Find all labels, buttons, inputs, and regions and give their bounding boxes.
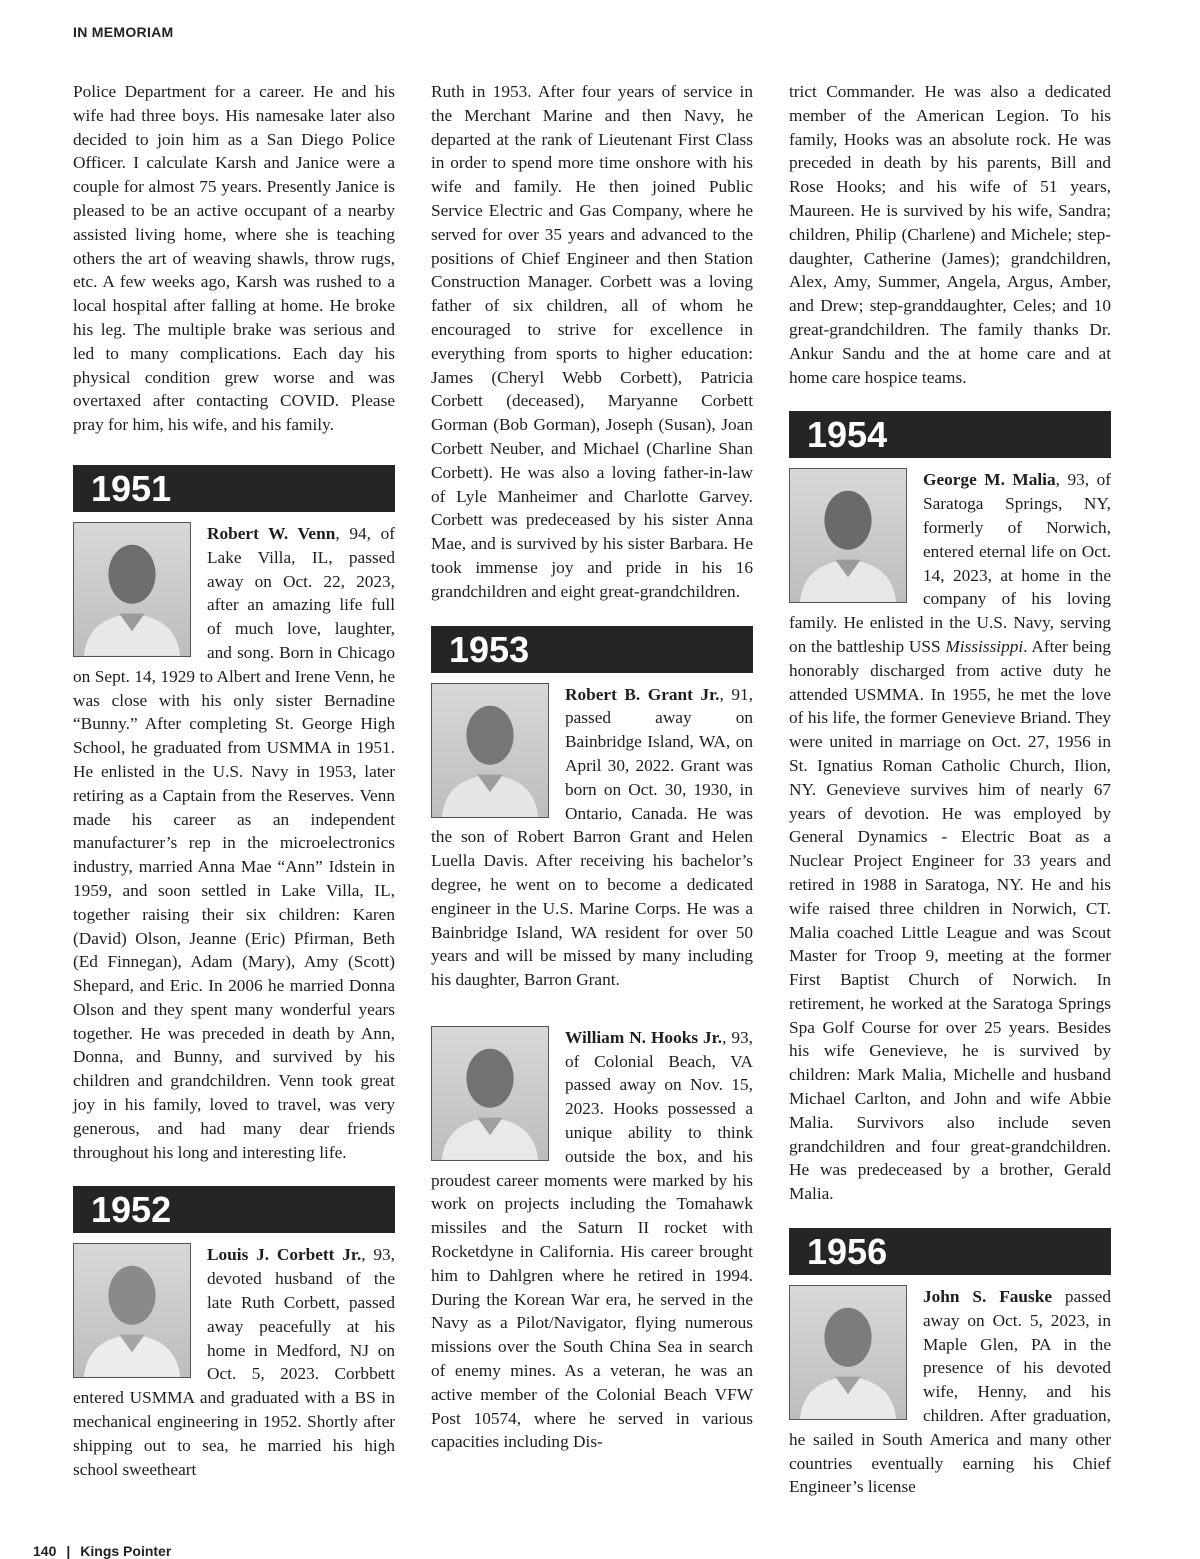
deceased-name: Louis J. Corbett Jr. [207,1245,362,1265]
portrait-photo [431,683,549,818]
year-banner-1952: 1952 [73,1186,395,1233]
portrait-figure-icon [74,1244,190,1377]
obituary-text-cont: . After being honorably discharged from active duty he attended USMMA. In 1955, he met the love of his life, the former Genevieve Briand. They were united in marriage on Oct. 27, 1956 in St. Ignatius Roman Catholic Church, Ilion, NY. Genevieve survives him of nearly 67 years of devotion. He was employed by General Dynamics - Electric Boat as a Nuclear Project Engineer for 33 years and retired in 1988 in Saratoga, NY. He and his wife raised three children in Norwich, CT. Malia coached Little League and was Scout Master for Troop 9, meeting at the former First Baptist Church of Norwich. In retirement, he worked at the Saratoga Springs Spa Golf Course for over 25 years. Besides his wife Genevieve, he is survived by children: Mark Malia, Michelle and husband Michael Carlton, and John and wife Abbie Malia. Survivors also include seven grandchildren and four great-grandchildren. He was predeceased by a brother, Gerald Malia. [789,636,1111,1204]
portrait-photo [789,1285,907,1420]
obituary-text: , 91, passed away on Bainbridge Island, WA, on April 30, 2022. Grant was born on Oct. 30, 1930, in Ontario, Canada. He was the son of Robert Barron Grant and Helen Luella Davis. After receiving his bachelor’s degree, he went on to become a dedicated engineer in the U.S. Marine Corps. He was a Bainbridge Island, WA resident for over 50 years and will be missed by many including his daughter, Barron Grant. [431,684,753,990]
continued-text: Police Department for a career. He and his wife had three boys. His namesake later also decided to join him as a San Diego Police Officer. I calculate Karsh and Janice were a couple for almost 75 years. Presently Janice is pleased to be an active occupant of a nearby assisted living home, where she is teaching others the art of weaving shawls, throw rugs, etc. A few weeks ago, Karsh was rushed to a local hospital after falling at home. He broke his leg. The multiple brake was serious and led to many complications. Each day his physical condition grew worse and was overtaxed after contacting COVID. Please pray for him, his wife, and his family. [73,82,395,435]
year-banner-1956: 1956 [789,1228,1111,1275]
portrait-photo [73,522,191,657]
page-number: 140 [33,1543,57,1559]
column-1 [73,80,395,1481]
obituary-malia [789,468,1111,1206]
deceased-name: John S. Fauske [923,1287,1053,1307]
portrait-figure-icon [74,523,190,656]
portrait-figure-icon [432,684,548,817]
deceased-name: William N. Hooks Jr. [565,1027,723,1047]
obituary-corbett [73,1243,395,1481]
continued-text: trict Commander. He was also a dedicated member of the American Legion. To his family, Hooks was an absolute rock. He was preceded in death by his parents, Bill and Rose Hooks; and his wife of 51 years, Maureen. He is survived by his wife, Sandra; children, Philip (Charlene) and Michele; step-daughter, Catherine (James); grandchildren, Alex, Amy, Summer, Angela, Argus, Amber, and Drew; step-granddaughter, Celes; and 10 great-grandchildren. The family thanks Dr. Ankur Sandu and the at home care and at home care hospice teams. [789,82,1111,387]
obituary-hooks [431,1026,753,1454]
portrait-photo [789,468,907,603]
continued-text: Ruth in 1953. After four years of service in the Merchant Marine and then Navy, he departed at the rank of Lieutenant First Class in order to spend more time onshore with his wife and family. He then joined Public Service Electric and Gas Company, where he served for over 35 years and advanced to the positions of Chief Engineer and then Station Construction Manager. Corbett was a loving father of six children, all of whom he encouraged to strive for excellence in everything from sports to higher education: James (Cheryl Webb Corbett), Patricia Corbett (deceased), Maryanne Corbett Gorman (Bob Gorman), Joseph (Susan), Joan Corbett Neuber, and Michael (Charline Shan Corbett). He was also a loving father-in-law of Lyle Manheimer and Charlotte Garvey. Corbett was predeceased by his sister Anna Mae, and is survived by his sister Barbara. He took immense joy and pride in his 16 grandchildren and eight great-grandchildren. [431,82,753,601]
footer-separator: | [66,1543,71,1559]
portrait-photo [431,1026,549,1161]
obituary-text: , 93, of Colonial Beach, VA passed away on Nov. 15, 2023. Hooks possessed a unique ability to think outside the box, and his proudest career moments were marked by his work on projects including the Tomahawk missiles and the Saturn II rocket with Rocketdyne in California. His career brought him to Dahlgren where he retired in 1994. During the Korean War era, he served in the Navy as a Pilot/Navigator, flying numerous missions over the South China Sea in search of enemy mines. As a veteran, he was an active member of the Colonial Beach VFW Post 10574, where he served in various capacities including Dis- [431,1027,754,1452]
deceased-name: George M. Malia [923,470,1056,490]
deceased-name: Robert W. Venn [207,523,336,543]
portrait-photo [73,1243,191,1378]
portrait-figure-icon [432,1027,548,1160]
year-banner-1953: 1953 [431,626,753,673]
obituary-fauske [789,1285,1111,1499]
year-banner-1954: 1954 [789,411,1111,458]
portrait-figure-icon [790,469,906,602]
obituary-venn [73,522,395,1165]
obituary-grant [431,683,753,992]
deceased-name: Robert B. Grant Jr. [565,684,720,704]
obituary-text: , 93, of Saratoga Springs, NY, formerly of Norwich, entered eternal life on Oct. 14, 2023, at home in the company of his loving family. He enlisted in the U.S. Navy, serving on the battleship USS [789,470,1111,656]
obituary-text: passed away on Oct. 5, 2023, in Maple Glen, PA in the presence of his devoted wife, Henny, and his children. After graduation, he sailed in South America and many other countries eventually earning his Chief Engineer’s license [789,1287,1111,1497]
year-banner-1951: 1951 [73,465,395,512]
ship-name: Mississippi [945,636,1024,656]
page-footer [33,1543,171,1559]
column-2 [431,80,753,1454]
section-header: IN MEMORIAM [73,24,174,40]
obituary-text: , 94, of Lake Villa, IL, passed away on Oct. 22, 2023, after an amazing life full of much love, laughter, and song. Born in Chicago on Sept. 14, 1929 to Albert and Irene Venn, he was close with his only sister Bernadine “Bunny.” After completing St. George High School, he graduated from USMMA in 1951. He enlisted in the U.S. Navy in 1953, later retiring as a Captain from the Reserves. Venn made his career as an independent manufacturer’s rep in the microelectronics industry, married Anna Mae “Ann” Idstein in 1959, and soon settled in Lake Villa, IL, together raising their six children: Karen (David) Olson, Jeanne (Eric) Pfirman, Beth (Ed Finnegan), Adam (Mary), Amy (Scott) Shepard, and Eric. In 2006 he married Donna Olson and they spent many wonderful years together. He was preceded in death by Ann, Donna, and Bunny, and survived by his children and grandchildren. Venn took great joy in his family, loved to travel, was very generous, and had many dear friends throughout his long and interesting life. [73,523,395,1162]
publication-name: Kings Pointer [80,1543,172,1559]
obituary-text: , 93, devoted husband of the late Ruth Corbett, passed away peacefully at his home in Medford, NJ on Oct. 5, 2023. Corbbett entered USMMA and graduated with a BS in mechanical engineering in 1952. Shortly after shipping out to sea, he married his high school sweetheart [73,1245,395,1479]
portrait-figure-icon [790,1286,906,1419]
column-3 [789,80,1111,1499]
